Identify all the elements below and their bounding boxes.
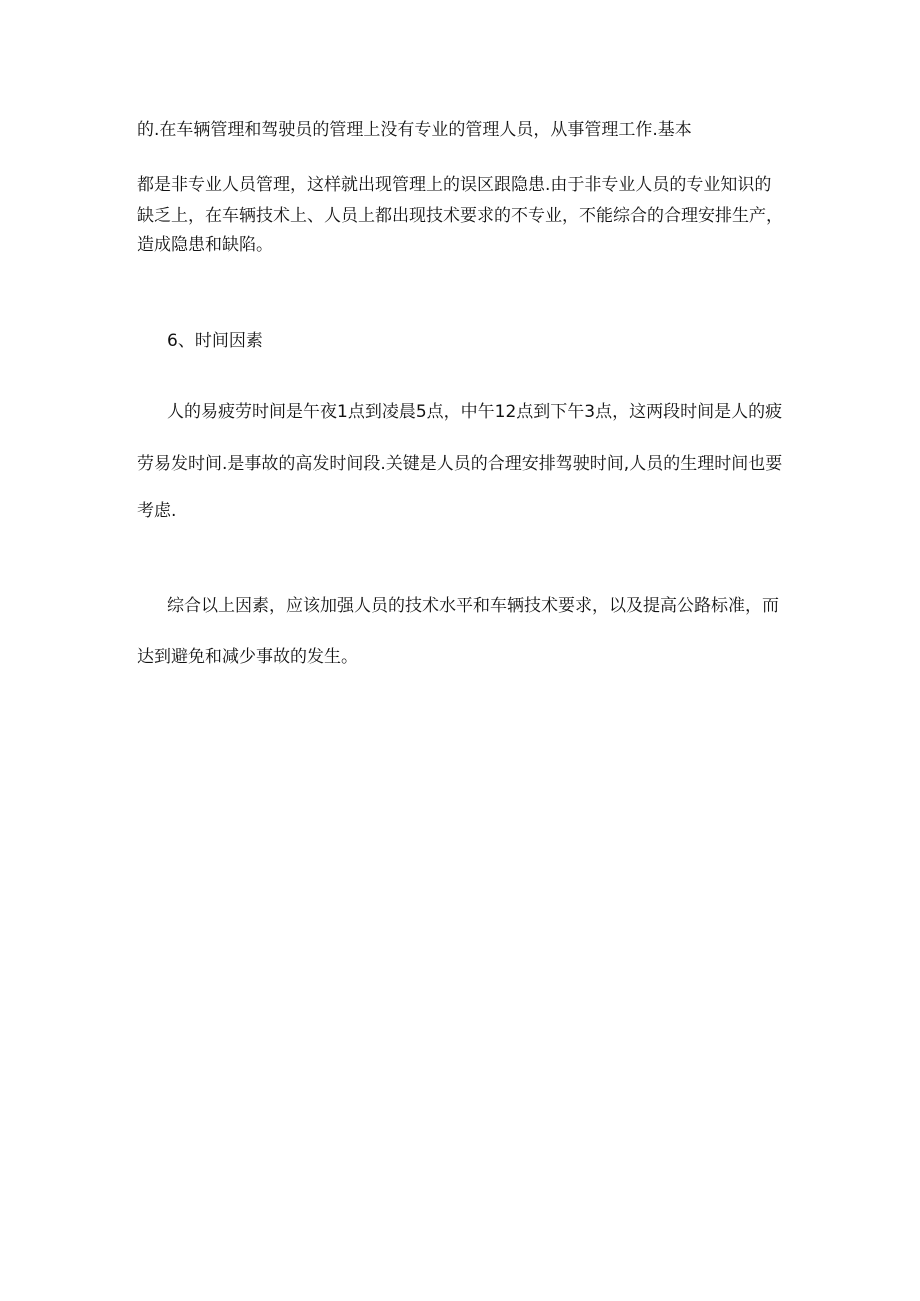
para1-line2: 都是非专业人员管理，这样就出现管理上的误区跟隐患.由于非专业人员的专业知识的: [137, 175, 772, 195]
para2-line1: 人的易疲劳时间是午夜1点到凌晨5点，中午12点到下午3点，这两段时间是人的疲: [167, 402, 783, 422]
section-heading-time-factor: 6、时间因素: [167, 331, 263, 351]
para3-line1: 综合以上因素，应该加强人员的技术水平和车辆技术要求，以及提高公路标准，而: [167, 596, 779, 616]
para3-line2: 达到避免和减少事故的发生。: [137, 647, 358, 667]
para2-line3: 考虑.: [137, 501, 177, 521]
para1-line3: 缺乏上，在车辆技术上、人员上都出现技术要求的不专业，不能综合的合理安排生产，: [137, 206, 783, 226]
para1-line1: 的.在车辆管理和驾驶员的管理上没有专业的管理人员，从事管理工作.基本: [137, 120, 692, 140]
para2-line2: 劳易发时间.是事故的高发时间段.关键是人员的合理安排驾驶时间,人员的生理时间也要: [137, 454, 783, 474]
para1-line4: 造成隐患和缺陷。: [137, 235, 273, 255]
